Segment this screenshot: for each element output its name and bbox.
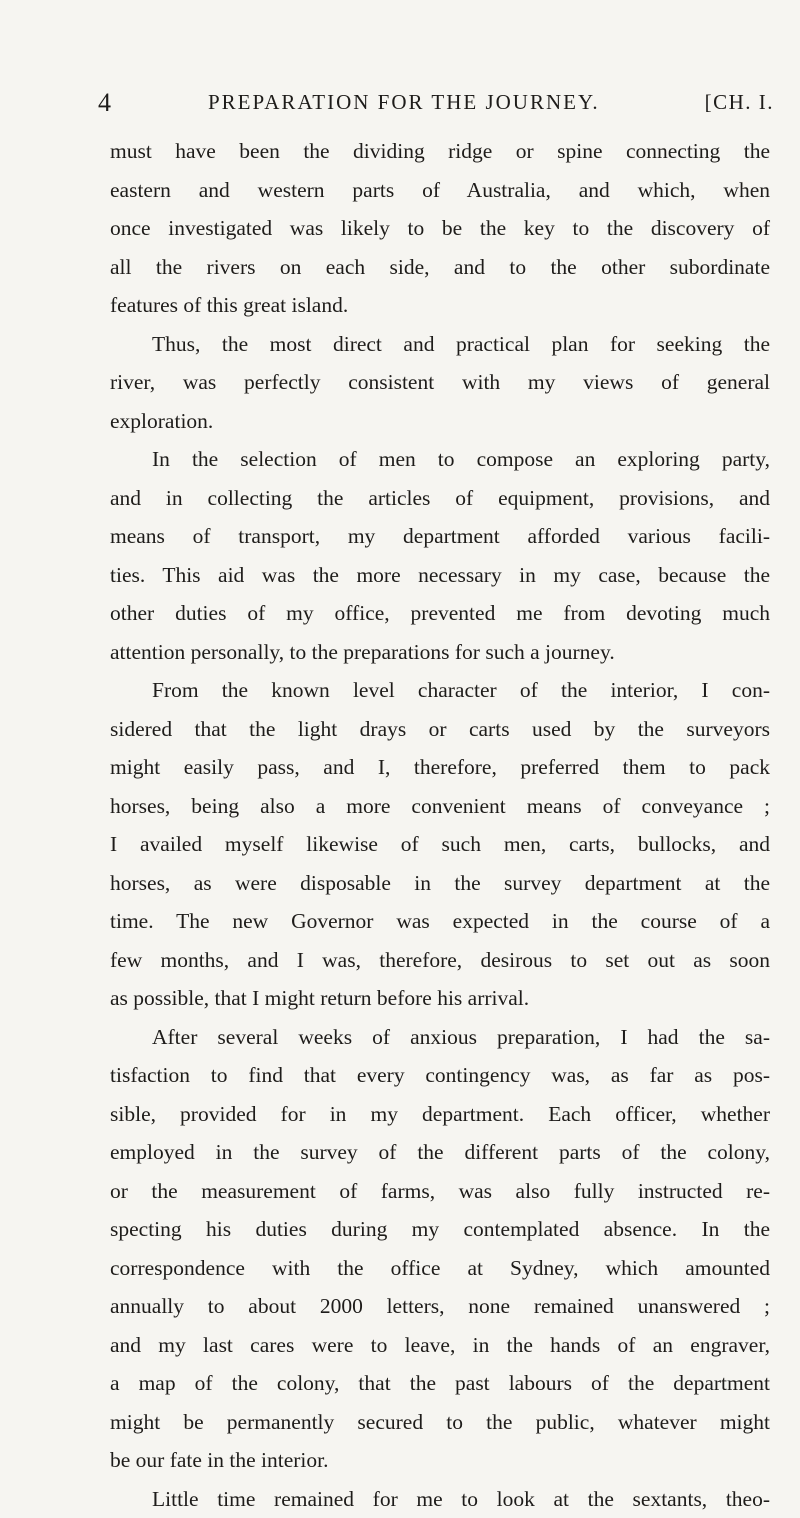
text-line: exploration. [110, 402, 770, 441]
text-line: means of transport, my department afforded various facili- [110, 517, 770, 556]
text-line: annually to about 2000 letters, none remained unanswered ; [110, 1287, 770, 1326]
page-number: 4 [98, 88, 112, 118]
text-line: few months, and I was, therefore, desirous to set out as soon [110, 941, 770, 980]
text-line: employed in the survey of the different parts of the colony, [110, 1133, 770, 1172]
text-line: a map of the colony, that the past labours of the department [110, 1364, 770, 1403]
text-line: correspondence with the office at Sydney, which amounted [110, 1249, 770, 1288]
chapter-reference: [CH. I. [705, 90, 774, 115]
text-line: specting his duties during my contemplated absence. In the [110, 1210, 770, 1249]
text-line: once investigated was likely to be the key to the discovery of [110, 209, 770, 248]
text-line: features of this great island. [110, 286, 770, 325]
text-line: must have been the dividing ridge or spine connecting the [110, 132, 770, 171]
running-head [98, 88, 780, 124]
text-line: horses, being also a more convenient means of conveyance ; [110, 787, 770, 826]
text-line: might easily pass, and I, therefore, preferred them to pack [110, 748, 770, 787]
text-line: eastern and western parts of Australia, and which, when [110, 171, 770, 210]
text-line: be our fate in the interior. [110, 1441, 770, 1480]
text-line: and my last cares were to leave, in the hands of an engraver, [110, 1326, 770, 1365]
text-line: In the selection of men to compose an exploring party, [110, 440, 770, 479]
text-line: Thus, the most direct and practical plan for seeking the [110, 325, 770, 364]
text-line: time. The new Governor was expected in the course of a [110, 902, 770, 941]
text-line: ties. This aid was the more necessary in my case, because the [110, 556, 770, 595]
text-line: From the known level character of the interior, I con- [110, 671, 770, 710]
text-line: After several weeks of anxious preparation, I had the sa- [110, 1018, 770, 1057]
text-line: or the measurement of farms, was also fully instructed re- [110, 1172, 770, 1211]
text-line: sible, provided for in my department. Each officer, whether [110, 1095, 770, 1134]
text-line: I availed myself likewise of such men, carts, bullocks, and [110, 825, 770, 864]
text-line: attention personally, to the preparations for such a journey. [110, 633, 770, 672]
running-title: PREPARATION FOR THE JOURNEY. [208, 90, 600, 115]
text-line: other duties of my office, prevented me from devoting much [110, 594, 770, 633]
text-line: as possible, that I might return before his arrival. [110, 979, 770, 1018]
text-line: Little time remained for me to look at the sextants, theo- [110, 1480, 770, 1518]
text-line: and in collecting the articles of equipment, provisions, and [110, 479, 770, 518]
body-text [110, 132, 770, 1518]
text-line: all the rivers on each side, and to the other subordinate [110, 248, 770, 287]
text-line: tisfaction to find that every contingency was, as far as pos- [110, 1056, 770, 1095]
text-line: river, was perfectly consistent with my views of general [110, 363, 770, 402]
text-line: horses, as were disposable in the survey department at the [110, 864, 770, 903]
text-line: might be permanently secured to the public, whatever might [110, 1403, 770, 1442]
text-line: sidered that the light drays or carts used by the surveyors [110, 710, 770, 749]
